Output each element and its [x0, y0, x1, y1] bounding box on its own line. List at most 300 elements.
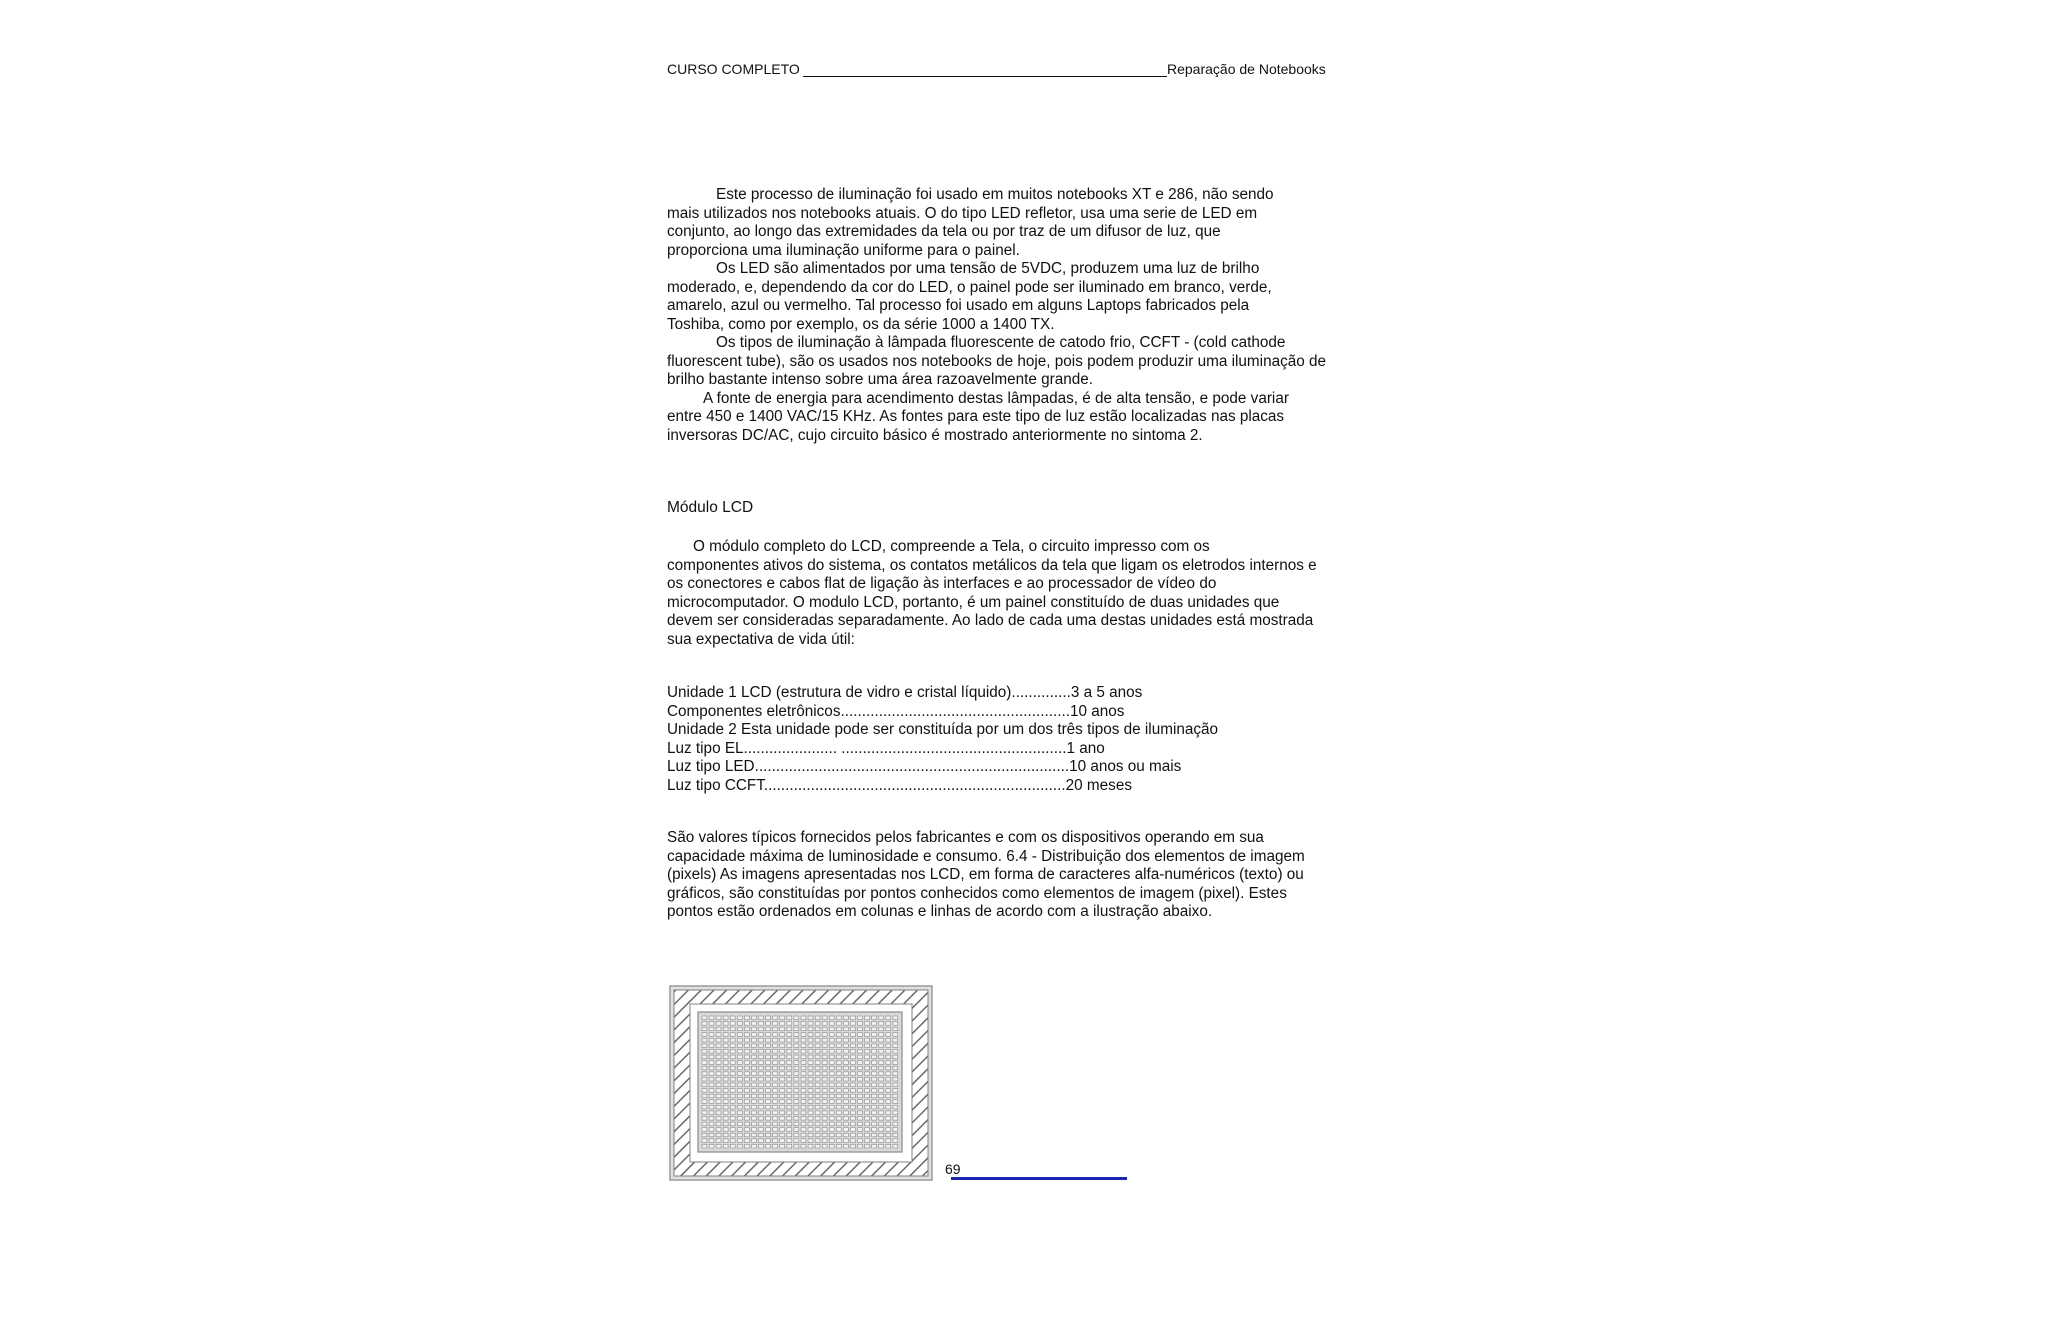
pixel-cell: [829, 1089, 834, 1093]
pixel-cell: [780, 1133, 785, 1137]
pixel-cell: [787, 1094, 792, 1098]
pixel-cell: [702, 1027, 707, 1031]
pixel-cell: [759, 1083, 764, 1087]
pixel-cell: [737, 1094, 742, 1098]
pixel-cell: [773, 1044, 778, 1048]
pixel-cell: [759, 1061, 764, 1065]
pixel-cell: [893, 1089, 898, 1093]
pixel-cell: [843, 1089, 848, 1093]
pixel-cell: [836, 1117, 841, 1121]
pixel-cell: [709, 1061, 714, 1065]
pixel-cell: [723, 1044, 728, 1048]
pixel-cell: [780, 1117, 785, 1121]
pixel-cell: [879, 1139, 884, 1143]
pixel-cell: [872, 1128, 877, 1132]
pixel-cell: [759, 1077, 764, 1081]
pixel-cell: [752, 1105, 757, 1109]
pixel-cell: [787, 1144, 792, 1148]
pixel-cell: [794, 1038, 799, 1042]
pixel-cell: [709, 1105, 714, 1109]
pixel-cell: [815, 1066, 820, 1070]
pixel-cell: [836, 1128, 841, 1132]
pixel-cell: [822, 1117, 827, 1121]
text-line: A fonte de energia para acendimento destas lâmpadas, é de alta tensão, e pode variar: [703, 389, 1289, 407]
text-line: brilho bastante intenso sobre uma área razoavelmente grande.: [667, 371, 1094, 388]
pixel-cell: [879, 1089, 884, 1093]
pixel-cell: [744, 1050, 749, 1054]
pixel-cell: [801, 1016, 806, 1020]
pixel-cell: [872, 1077, 877, 1081]
pixel-cell: [766, 1105, 771, 1109]
pixel-cell: [836, 1038, 841, 1042]
pixel-cell: [815, 1044, 820, 1048]
pixel-cell: [865, 1089, 870, 1093]
text-line: amarelo, azul ou vermelho. Tal processo foi usado em alguns Laptops fabricados pela: [667, 297, 1250, 314]
pixel-cell: [737, 1038, 742, 1042]
pixel-cell: [752, 1139, 757, 1143]
pixel-cell: [716, 1144, 721, 1148]
pixel-cell: [836, 1133, 841, 1137]
pixel-cell: [822, 1077, 827, 1081]
pixel-cell: [865, 1133, 870, 1137]
pixel-cell: [780, 1038, 785, 1042]
pixel-cell: [822, 1022, 827, 1026]
pixel-cell: [858, 1122, 863, 1126]
pixel-cell: [723, 1133, 728, 1137]
pixel-cell: [737, 1061, 742, 1065]
pixel-cell: [808, 1144, 813, 1148]
pixel-cell: [716, 1050, 721, 1054]
pixel-cell: [801, 1139, 806, 1143]
pixel-cell: [836, 1016, 841, 1020]
pixel-cell: [865, 1038, 870, 1042]
pixel-cell: [829, 1144, 834, 1148]
pixel-cell: [794, 1033, 799, 1037]
pixel-cell: [886, 1027, 891, 1031]
pixel-cell: [893, 1055, 898, 1059]
pixel-cell: [702, 1083, 707, 1087]
pixel-cell: [843, 1022, 848, 1026]
pixel-cell: [865, 1055, 870, 1059]
pixel-cell: [787, 1022, 792, 1026]
pixel-cell: [794, 1122, 799, 1126]
pixel-cell: [843, 1111, 848, 1115]
pixel-cell: [872, 1083, 877, 1087]
pixel-cell: [836, 1061, 841, 1065]
pixel-cell: [759, 1100, 764, 1104]
pixel-cell: [759, 1050, 764, 1054]
pixel-cell: [759, 1105, 764, 1109]
pixel-cell: [773, 1016, 778, 1020]
pixel-cell: [744, 1133, 749, 1137]
pixel-cell: [851, 1066, 856, 1070]
pixel-cell: [773, 1133, 778, 1137]
pixel-cell: [858, 1144, 863, 1148]
pixel-cell: [752, 1038, 757, 1042]
pixel-cell: [737, 1044, 742, 1048]
pixel-cell: [794, 1044, 799, 1048]
pixel-cell: [851, 1105, 856, 1109]
pixel-cell: [843, 1033, 848, 1037]
pixel-cell: [709, 1094, 714, 1098]
pixel-cell: [879, 1038, 884, 1042]
pixel-cell: [865, 1083, 870, 1087]
pixel-cell: [872, 1100, 877, 1104]
pixel-cell: [716, 1044, 721, 1048]
pixel-cell: [801, 1066, 806, 1070]
pixel-cell: [794, 1117, 799, 1121]
pixel-cell: [730, 1061, 735, 1065]
pixel-cell: [702, 1144, 707, 1148]
pixel-cell: [702, 1089, 707, 1093]
pixel-cell: [716, 1038, 721, 1042]
pixel-cell: [829, 1105, 834, 1109]
pixel-cell: [759, 1055, 764, 1059]
pixel-cell: [858, 1061, 863, 1065]
pixel-cell: [766, 1139, 771, 1143]
pixel-cell: [759, 1128, 764, 1132]
pixel-cell: [744, 1139, 749, 1143]
pixel-cell: [709, 1144, 714, 1148]
pixel-cell: [773, 1100, 778, 1104]
pixel-cell: [716, 1072, 721, 1076]
pixel-cell: [843, 1027, 848, 1031]
pixel-cell: [794, 1055, 799, 1059]
pixel-cell: [843, 1117, 848, 1121]
pixel-cell: [730, 1038, 735, 1042]
pixel-cell: [780, 1105, 785, 1109]
pixel-cell: [787, 1111, 792, 1115]
text-line: São valores típicos fornecidos pelos fabricantes e com os dispositivos operando em sua: [667, 829, 1264, 846]
pixel-cell: [879, 1055, 884, 1059]
pixel-cell: [716, 1061, 721, 1065]
pixel-cell: [822, 1105, 827, 1109]
pixel-cell: [766, 1022, 771, 1026]
pixel-cell: [744, 1033, 749, 1037]
pixel-cell: [829, 1122, 834, 1126]
pixel-cell: [879, 1105, 884, 1109]
pixel-cell: [702, 1022, 707, 1026]
pixel-cell: [836, 1022, 841, 1026]
pixel-cell: [829, 1061, 834, 1065]
pixel-cell: [716, 1094, 721, 1098]
text-line: Os tipos de iluminação à lâmpada fluorescente de catodo frio, CCFT - (cold cathode: [716, 334, 1286, 351]
pixel-cell: [787, 1066, 792, 1070]
pixel-cell: [836, 1055, 841, 1059]
pixel-cell: [737, 1050, 742, 1054]
pixel-cell: [893, 1066, 898, 1070]
pixel-cell: [815, 1050, 820, 1054]
pixel-cell: [858, 1128, 863, 1132]
pixel-cell: [893, 1128, 898, 1132]
pixel-cell: [752, 1094, 757, 1098]
pixel-cell: [787, 1089, 792, 1093]
pixel-cell: [716, 1083, 721, 1087]
pixel-cell: [851, 1083, 856, 1087]
pixel-cell: [879, 1100, 884, 1104]
pixel-cell: [716, 1027, 721, 1031]
pixel-cell: [716, 1117, 721, 1121]
pixel-cell: [801, 1027, 806, 1031]
pixel-cell: [801, 1055, 806, 1059]
pixel-matrix-figure: [668, 984, 934, 1182]
text-line: Os LED são alimentados por uma tensão de 5VDC, produzem uma luz de brilho: [716, 260, 1260, 277]
pixel-cell: [801, 1061, 806, 1065]
pixel-cell: [773, 1077, 778, 1081]
pixel-cell: [780, 1094, 785, 1098]
text-line: os conectores e cabos flat de ligação às interfaces e ao processador de vídeo do: [667, 575, 1217, 592]
pixel-cell: [836, 1105, 841, 1109]
pixel-cell: [886, 1144, 891, 1148]
pixel-cell: [879, 1094, 884, 1098]
pixel-cell: [851, 1094, 856, 1098]
pixel-cell: [865, 1144, 870, 1148]
pixel-cell: [766, 1144, 771, 1148]
pixel-cell: [893, 1083, 898, 1087]
pixel-cell: [851, 1133, 856, 1137]
pixel-cell: [794, 1077, 799, 1081]
pixel-cell: [709, 1133, 714, 1137]
pixel-cell: [723, 1117, 728, 1121]
pixel-cell: [879, 1027, 884, 1031]
pixel-cell: [702, 1139, 707, 1143]
pixel-cell: [766, 1128, 771, 1132]
pixel-cell: [723, 1105, 728, 1109]
pixel-cell: [893, 1033, 898, 1037]
pixel-cell: [858, 1100, 863, 1104]
pixel-cell: [843, 1055, 848, 1059]
pixel-cell: [893, 1133, 898, 1137]
pixel-cell: [829, 1133, 834, 1137]
pixel-cell: [730, 1055, 735, 1059]
pixel-cell: [766, 1027, 771, 1031]
pixel-cell: [808, 1077, 813, 1081]
pixel-cell: [773, 1111, 778, 1115]
pixel-cell: [794, 1100, 799, 1104]
pixel-cell: [886, 1128, 891, 1132]
pixel-cell: [702, 1072, 707, 1076]
pixel-cell: [780, 1122, 785, 1126]
text-line: pontos estão ordenados em colunas e linhas de acordo com a ilustração abaixo.: [667, 903, 1213, 920]
pixel-cell: [766, 1122, 771, 1126]
pixel-cell: [702, 1077, 707, 1081]
pixel-cell: [752, 1077, 757, 1081]
pixel-cell: [752, 1133, 757, 1137]
pixel-cell: [879, 1033, 884, 1037]
pixel-cell: [815, 1055, 820, 1059]
pixel-cell: [787, 1055, 792, 1059]
pixel-cell: [773, 1050, 778, 1054]
pixel-cell: [752, 1083, 757, 1087]
text-line: mais utilizados nos notebooks atuais. O do tipo LED refletor, usa uma serie de LED em: [667, 204, 1258, 222]
pixel-cell: [737, 1117, 742, 1121]
pixel-cell: [702, 1055, 707, 1059]
pixel-cell: [723, 1122, 728, 1126]
pixel-cell: [730, 1089, 735, 1093]
pixel-cell: [787, 1044, 792, 1048]
pixel-cell: [843, 1122, 848, 1126]
pixel-cell: [879, 1022, 884, 1026]
pixel-cell: [808, 1117, 813, 1121]
pixel-cell: [744, 1027, 749, 1031]
pixel-cell: [787, 1072, 792, 1076]
pixel-cell: [744, 1077, 749, 1081]
pixel-cell: [744, 1044, 749, 1048]
pixel-cell: [886, 1094, 891, 1098]
pixel-cell: [801, 1111, 806, 1115]
pixel-cell: [843, 1016, 848, 1020]
pixel-cell: [815, 1100, 820, 1104]
pixel-cell: [709, 1128, 714, 1132]
pixel-cell: [865, 1022, 870, 1026]
pixel-cell: [730, 1033, 735, 1037]
text-line: entre 450 e 1400 VAC/15 KHz. As fontes para este tipo de luz estão localizadas nas placas: [667, 408, 1285, 425]
pixel-cell: [851, 1044, 856, 1048]
pixel-cell: [744, 1061, 749, 1065]
pixel-cell: [787, 1133, 792, 1137]
pixel-cell: [730, 1128, 735, 1132]
pixel-cell: [794, 1094, 799, 1098]
pixel-cell: [709, 1050, 714, 1054]
pixel-cell: [766, 1072, 771, 1076]
pixel-cell: [843, 1050, 848, 1054]
pixel-cell: [723, 1027, 728, 1031]
pixel-cell: [808, 1111, 813, 1115]
display-area: [698, 1012, 902, 1152]
pixel-cell: [808, 1044, 813, 1048]
pixel-cell: [766, 1117, 771, 1121]
pixel-cell: [858, 1133, 863, 1137]
pixel-cell: [808, 1072, 813, 1076]
pixel-cell: [787, 1027, 792, 1031]
pixel-cell: [752, 1044, 757, 1048]
pixel-cell: [858, 1094, 863, 1098]
pixel-cell: [780, 1061, 785, 1065]
pixel-cell: [723, 1128, 728, 1132]
pixel-cell: [780, 1111, 785, 1115]
pixel-cell: [822, 1144, 827, 1148]
pixel-cell: [702, 1050, 707, 1054]
pixel-cell: [808, 1133, 813, 1137]
pixel-cell: [858, 1117, 863, 1121]
pixel-cell: [730, 1105, 735, 1109]
pixel-cell: [716, 1089, 721, 1093]
pixel-cell: [709, 1072, 714, 1076]
pixel-cell: [737, 1072, 742, 1076]
pixel-cell: [872, 1117, 877, 1121]
pixel-cell: [815, 1094, 820, 1098]
pixel-cell: [843, 1094, 848, 1098]
pixel-cell: [851, 1061, 856, 1065]
text-line: (pixels) As imagens apresentadas nos LCD, em forma de caracteres alfa-numéricos (texto) ou: [667, 866, 1304, 883]
pixel-cell: [822, 1111, 827, 1115]
pixel-cell: [886, 1139, 891, 1143]
pixel-cell: [815, 1016, 820, 1020]
pixel-cell: [801, 1044, 806, 1048]
pixel-cell: [744, 1111, 749, 1115]
pixel-cell: [843, 1072, 848, 1076]
pixel-cell: [815, 1027, 820, 1031]
pixel-cell: [829, 1022, 834, 1026]
pixel-cell: [872, 1094, 877, 1098]
pixel-cell: [752, 1100, 757, 1104]
pixel-cell: [759, 1016, 764, 1020]
pixel-cell: [851, 1027, 856, 1031]
pixel-cell: [759, 1038, 764, 1042]
text-line: sua expectativa de vida útil:: [667, 630, 855, 648]
pixel-cell: [872, 1055, 877, 1059]
pixel-cell: [752, 1027, 757, 1031]
pixel-cell: [893, 1077, 898, 1081]
pixel-cell: [829, 1016, 834, 1020]
pixel-cell: [766, 1100, 771, 1104]
pixel-cell: [822, 1016, 827, 1020]
pixel-cell: [801, 1122, 806, 1126]
pixel-cell: [829, 1038, 834, 1042]
pixel-cell: [808, 1066, 813, 1070]
pixel-cell: [815, 1133, 820, 1137]
pixel-cell: [773, 1038, 778, 1042]
pixel-cell: [723, 1016, 728, 1020]
pixel-cell: [808, 1022, 813, 1026]
pixel-cell: [702, 1100, 707, 1104]
pixel-cell: [865, 1117, 870, 1121]
pixel-cell: [886, 1117, 891, 1121]
pixel-cell: [872, 1050, 877, 1054]
pixel-cell: [723, 1055, 728, 1059]
pixel-cell: [858, 1077, 863, 1081]
pixel-cell: [780, 1022, 785, 1026]
pixel-cell: [865, 1061, 870, 1065]
pixel-cell: [780, 1077, 785, 1081]
pixel-cell: [865, 1100, 870, 1104]
pixel-cell: [794, 1133, 799, 1137]
pixel-cell: [858, 1016, 863, 1020]
pixel-cell: [737, 1089, 742, 1093]
pixel-cell: [829, 1139, 834, 1143]
pixel-cell: [822, 1055, 827, 1059]
pixel-cell: [723, 1066, 728, 1070]
pixel-cell: [843, 1044, 848, 1048]
pixel-cell: [794, 1105, 799, 1109]
pixel-cell: [759, 1122, 764, 1126]
pixel-cell: [702, 1122, 707, 1126]
pixel-cell: [808, 1100, 813, 1104]
pixel-cell: [709, 1139, 714, 1143]
pixel-cell: [716, 1066, 721, 1070]
pixel-cell: [893, 1111, 898, 1115]
pixel-cell: [744, 1105, 749, 1109]
pixel-cell: [780, 1055, 785, 1059]
pixel-cell: [780, 1089, 785, 1093]
pixel-cell: [730, 1066, 735, 1070]
pixel-cell: [752, 1122, 757, 1126]
pixel-cell: [815, 1105, 820, 1109]
pixel-cell: [759, 1111, 764, 1115]
pixel-cell: [886, 1050, 891, 1054]
pixel-cell: [808, 1061, 813, 1065]
header-rule: [803, 76, 1167, 77]
text-line: O módulo completo do LCD, compreende a Tela, o circuito impresso com os: [693, 538, 1210, 555]
pixel-cell: [893, 1094, 898, 1098]
pixel-cell: [843, 1133, 848, 1137]
pixel-cell: [893, 1072, 898, 1076]
pixel-cell: [893, 1027, 898, 1031]
pixel-cell: [787, 1077, 792, 1081]
pixel-cell: [737, 1122, 742, 1126]
pixel-cell: [836, 1044, 841, 1048]
pixel-cell: [780, 1027, 785, 1031]
